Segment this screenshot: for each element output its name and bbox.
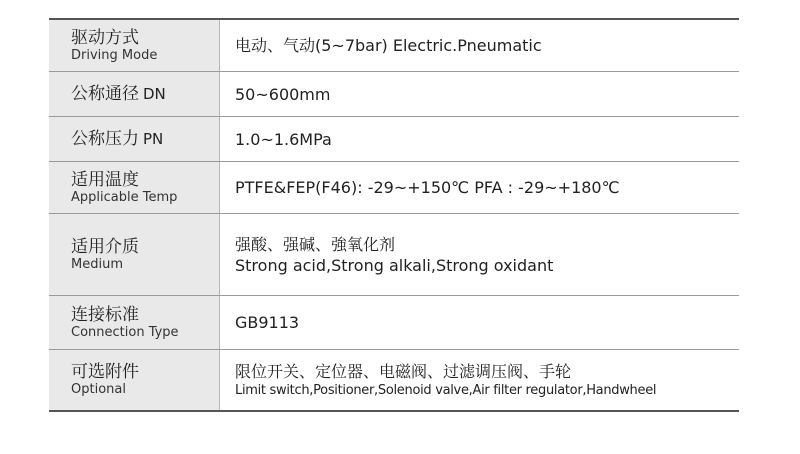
row-label-en: Optional	[71, 382, 126, 397]
row-value-cell	[220, 296, 739, 349]
row-label-cell	[49, 162, 220, 213]
row-label-cn-text: 公称压力	[71, 129, 139, 149]
row-label-cell	[49, 117, 220, 161]
table-row-nominal-pressure	[49, 116, 739, 161]
table-row-applicable-temp	[49, 161, 739, 213]
row-value: 电动、气动(5~7bar) Electric.Pneumatic	[235, 36, 542, 55]
row-label-cell	[49, 350, 220, 410]
row-label-en: Driving Mode	[71, 47, 158, 63]
row-value: 强酸、强碱、強氧化剂	[235, 234, 396, 254]
row-value-cell	[220, 350, 739, 410]
row-label-cn	[71, 84, 219, 104]
row-label-cn: 适用介质	[71, 236, 139, 257]
row-label-cn: 驱动方式	[71, 27, 139, 48]
row-label-en: PN	[143, 130, 164, 148]
row-label-en: Medium	[71, 256, 123, 272]
row-value-cell	[220, 117, 739, 161]
row-value-cell	[220, 72, 739, 116]
row-value-cell	[220, 214, 739, 295]
row-label-cell	[49, 214, 220, 295]
table-row-driving-mode	[49, 20, 739, 71]
row-label-cn: 连接标准	[71, 304, 139, 325]
row-label-cell	[49, 20, 220, 71]
row-value: 限位开关、定位器、电磁阀、过滤调压阀、手轮	[235, 362, 572, 381]
row-value-cell	[220, 20, 739, 71]
row-value: PTFE&FEP(F46): -29~+150℃ PFA : -29~+180℃	[235, 178, 620, 197]
table-row-connection-type	[49, 295, 739, 349]
row-label-cell	[49, 296, 220, 349]
row-value-cell	[220, 162, 739, 213]
row-label-cell	[49, 72, 220, 116]
row-value-en: Limit switch,Positioner,Solenoid valve,Air filter regulator,Handwheel	[235, 383, 657, 398]
row-label-cn: 可选附件	[71, 362, 139, 382]
row-label-en: Connection Type	[71, 324, 179, 340]
row-label-en: DN	[143, 85, 166, 103]
table-row-medium	[49, 213, 739, 295]
table-row-nominal-diameter	[49, 71, 739, 116]
row-label-cn-text: 公称通径	[71, 84, 139, 104]
row-label-en: Applicable Temp	[71, 189, 178, 205]
row-value-en: Strong acid,Strong alkali,Strong oxidant	[235, 255, 554, 275]
row-value: 50~600mm	[235, 84, 331, 104]
row-value: 1.0~1.6MPa	[235, 129, 332, 149]
row-label-cn	[71, 129, 219, 149]
row-value: GB9113	[235, 313, 300, 332]
row-label-cn: 适用温度	[71, 169, 139, 190]
spec-table	[49, 18, 739, 412]
table-row-optional	[49, 349, 739, 410]
